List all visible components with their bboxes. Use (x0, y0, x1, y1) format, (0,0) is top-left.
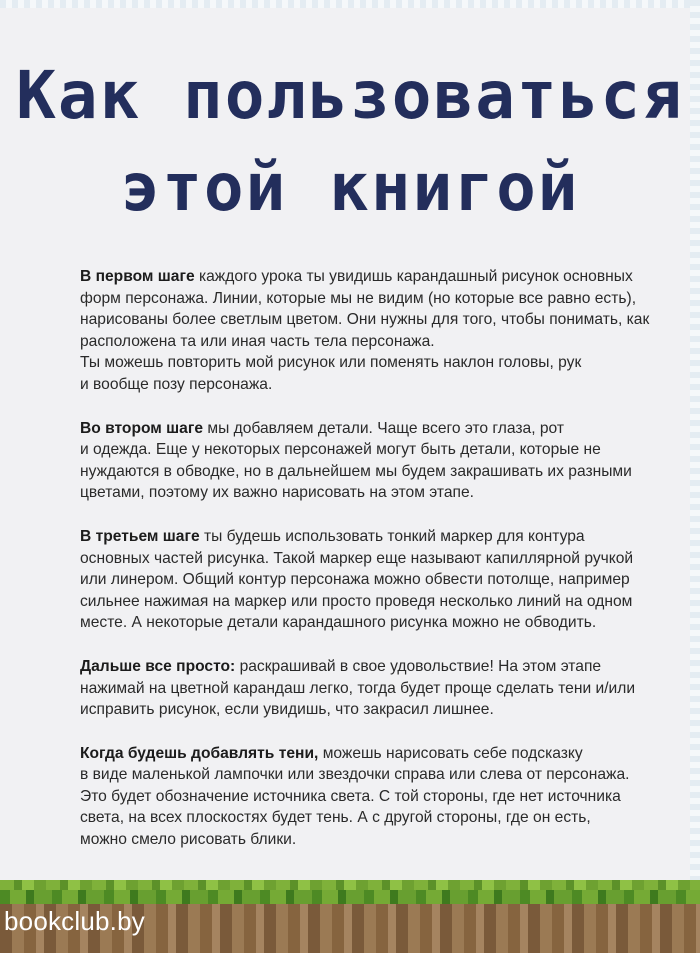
text-line: расположена та или иная часть тела персонажа. (80, 332, 435, 350)
text-line: форм персонажа. Линии, которые мы не видим (но которые все равно есть), (80, 289, 637, 307)
paragraph-lead: Дальше все просто: (80, 657, 236, 675)
text-line: сильнее нажимая на маркер или просто проведя несколько линий на одном (80, 592, 633, 610)
text-line: можешь нарисовать себе подсказку (318, 744, 583, 762)
paragraph-coloring (80, 656, 680, 721)
page-title (0, 50, 700, 234)
paragraph-step-3 (80, 526, 680, 634)
text-line: основных частей рисунка. Такой маркер еще называют капиллярной ручкой (80, 549, 634, 567)
text-line: света, на всех плоскостях будет тень. А с другой стороны, где он есть, (80, 809, 591, 827)
text-line: ты будешь использовать тонкий маркер для контура (199, 527, 585, 545)
title-line-1: Как пользоваться (16, 57, 684, 134)
text-line: мы добавляем детали. Чаще всего это глаза, рот (203, 419, 565, 437)
text-line: месте. А некоторые детали карандашного рисунка можно не обводить. (80, 614, 597, 632)
paragraph-lead: Когда будешь добавлять тени, (80, 744, 319, 762)
watermark-text: bookclub.by (4, 906, 145, 936)
text-line: нуждаются в обводке, но в дальнейшем мы будем закрашивать их разными (80, 462, 632, 480)
text-line: и одежда. Еще у некоторых персонажей могут быть детали, которые не (80, 441, 601, 459)
title-line-2: этой книгой (120, 149, 580, 226)
text-line: нарисованы более светлым цветом. Они нужны для того, чтобы понимать, как (80, 311, 650, 329)
text-line: цветами, поэтому их важно нарисовать на этом этапе. (80, 484, 474, 502)
paragraph-shadows (80, 743, 680, 851)
text-line: Ты можешь повторить мой рисунок или поменять наклон головы, рук (80, 354, 582, 372)
text-line: Это будет обозначение источника света. С той стороны, где нет источника (80, 787, 621, 805)
paragraph-step-2 (80, 418, 680, 504)
text-line: и вообще позу персонажа. (80, 375, 273, 393)
paragraph-lead: Во втором шаге (80, 419, 204, 437)
text-line: в виде маленькой лампочки или звездочки справа или слева от персонажа. (80, 766, 630, 784)
paragraph-step-1 (80, 266, 680, 396)
text-line: нажимай на цветной карандаш легко, тогда будет проще сделать тени и/или (80, 679, 636, 697)
text-line: раскрашивай в свое удовольствие! На этом этапе (235, 657, 602, 675)
text-line: или линером. Общий контур персонажа можно обвести потолще, например (80, 571, 630, 589)
top-pixel-border (0, 0, 700, 8)
text-line: исправить рисунок, если увидишь, что закрасил лишнее. (80, 701, 494, 719)
paragraph-lead: В третьем шаге (80, 527, 200, 545)
instructions-text (80, 266, 680, 873)
text-line: каждого урока ты увидишь карандашный рисунок основных (194, 268, 633, 285)
paragraph-lead: В первом шаге (80, 268, 195, 285)
text-line: можно смело рисовать блики. (80, 831, 297, 849)
